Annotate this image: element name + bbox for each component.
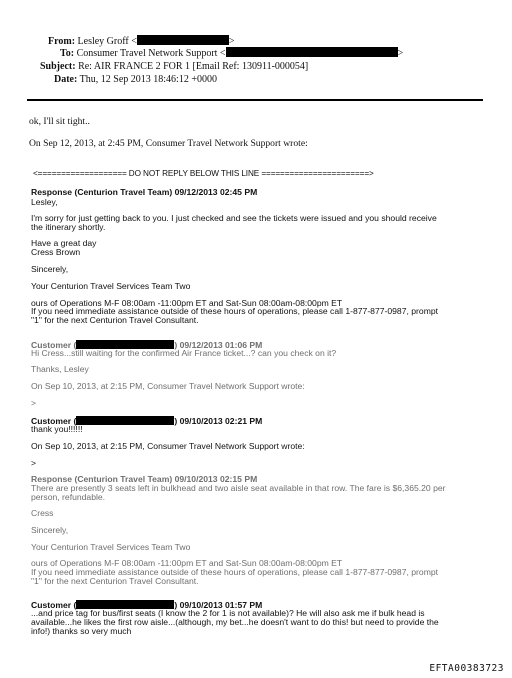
close-bracket: >: [228, 36, 235, 47]
customer-2-line: thank you!!!!!!: [31, 424, 83, 434]
customer-1-line: Thanks, Lesley: [31, 364, 89, 374]
redaction-box: [137, 35, 229, 45]
customer-label: Customer (: [31, 340, 77, 350]
response-2-line: Cress: [31, 508, 54, 518]
customer-3-line: ...and price tag for bus/first seats (I know the 2 for 1 is not available)? He will also ask me if bulk head is: [31, 608, 425, 618]
response-2-line: There are presently 3 seats left in bulkhead and two aisle seat available in that row. The fare is $6,365.20 per: [31, 483, 446, 493]
customer-1-line: On Sep 10, 2013, at 2:15 PM, Consumer Travel Network Support wrote:: [31, 381, 305, 391]
customer-1-line: Hi Cress...still waiting for the confirmed Air France ticket...? can you check on it?: [31, 348, 337, 358]
customer-timestamp: ) 09/10/2013 01:57 PM: [174, 600, 263, 610]
response-2-line: Your Centurion Travel Services Team Two: [31, 542, 191, 552]
customer-2-line: On Sep 10, 2013, at 2:15 PM, Consumer Travel Network Support wrote:: [31, 441, 305, 451]
header-divider: [27, 99, 483, 101]
response-1-line: If you need immediate assistance outside of these hours of operations, please call 1-877-877-0987, prompt: [31, 306, 439, 316]
response-2-line: If you need immediate assistance outside of these hours of operations, please call 1-877-877-0987, prompt: [31, 567, 439, 577]
response-1-line: Cress Brown: [31, 247, 81, 257]
date-line: [54, 74, 217, 86]
from-label: From:: [48, 36, 76, 47]
response-2-line: "1" for the next Centurion Travel Consultant.: [31, 576, 199, 586]
response-1-line: the itinerary shortly.: [31, 222, 106, 232]
response-1-line: Your Centurion Travel Services Team Two: [31, 281, 191, 291]
bates-number: EFTA00383723: [429, 663, 504, 674]
subject-value: Re: AIR FRANCE 2 FOR 1 [Email Ref: 130911-000054]: [78, 61, 309, 72]
subject-label: Subject:: [40, 61, 76, 72]
to-line: [60, 47, 403, 60]
response-1-line: Sincerely,: [31, 264, 69, 274]
response-1-line: Lesley,: [31, 197, 58, 207]
response-1-header: Response (Centurion Travel Team) 09/12/2013 02:45 PM: [31, 187, 258, 197]
customer-label: Customer (: [31, 600, 77, 610]
response-2-line: ours of Operations M-F 08:00am -11:00pm ET and Sat-Sun 08:00am-08:00pm ET: [31, 558, 343, 568]
date-label: Date:: [54, 74, 78, 85]
from-value: Lesley Groff <: [77, 36, 137, 47]
customer-3-line: info!) thanks so very much: [31, 626, 132, 636]
customer-1-line: >: [31, 398, 37, 408]
close-bracket: >: [397, 48, 404, 59]
response-1-line: Have a great day: [31, 238, 97, 248]
to-value: Consumer Travel Network Support <: [76, 48, 226, 59]
response-1-line: I'm sorry for just getting back to you. I just checked and see the tickets were issued and you should receive: [31, 213, 437, 223]
redaction-box: [76, 416, 174, 425]
to-label: To:: [60, 48, 75, 59]
response-2-line: Sincerely,: [31, 525, 69, 535]
do-not-reply-divider: <=================== DO NOT REPLY BELOW THIS LINE =======================>: [33, 169, 374, 178]
reply-line-2: On Sep 12, 2013, at 2:45 PM, Consumer Travel Network Support wrote:: [29, 138, 308, 149]
customer-3-line: available...he likes the first row aisle...(although, my bet...he doesn't want to do this! but need to provide the: [31, 617, 439, 627]
response-2-header: Response (Centurion Travel Team) 09/10/2013 02:15 PM: [31, 474, 258, 484]
date-value: Thu, 12 Sep 2013 18:46:12 +0000: [79, 74, 217, 85]
response-1-line: ours of Operations M-F 08:00am -11:00pm ET and Sat-Sun 08:00am-08:00pm ET: [31, 298, 343, 308]
redaction-box: [226, 47, 398, 57]
customer-timestamp: ) 09/10/2013 02:21 PM: [174, 416, 263, 426]
response-1-line: "1" for the next Centurion Travel Consultant.: [31, 315, 199, 325]
customer-timestamp: ) 09/12/2013 01:06 PM: [174, 340, 263, 350]
response-2-line: person, refundable.: [31, 492, 106, 502]
customer-label: Customer (: [31, 416, 77, 426]
reply-line-1: ok, I'll sit tight..: [29, 116, 90, 127]
customer-2-line: >: [31, 458, 37, 468]
subject-line: [40, 61, 308, 73]
